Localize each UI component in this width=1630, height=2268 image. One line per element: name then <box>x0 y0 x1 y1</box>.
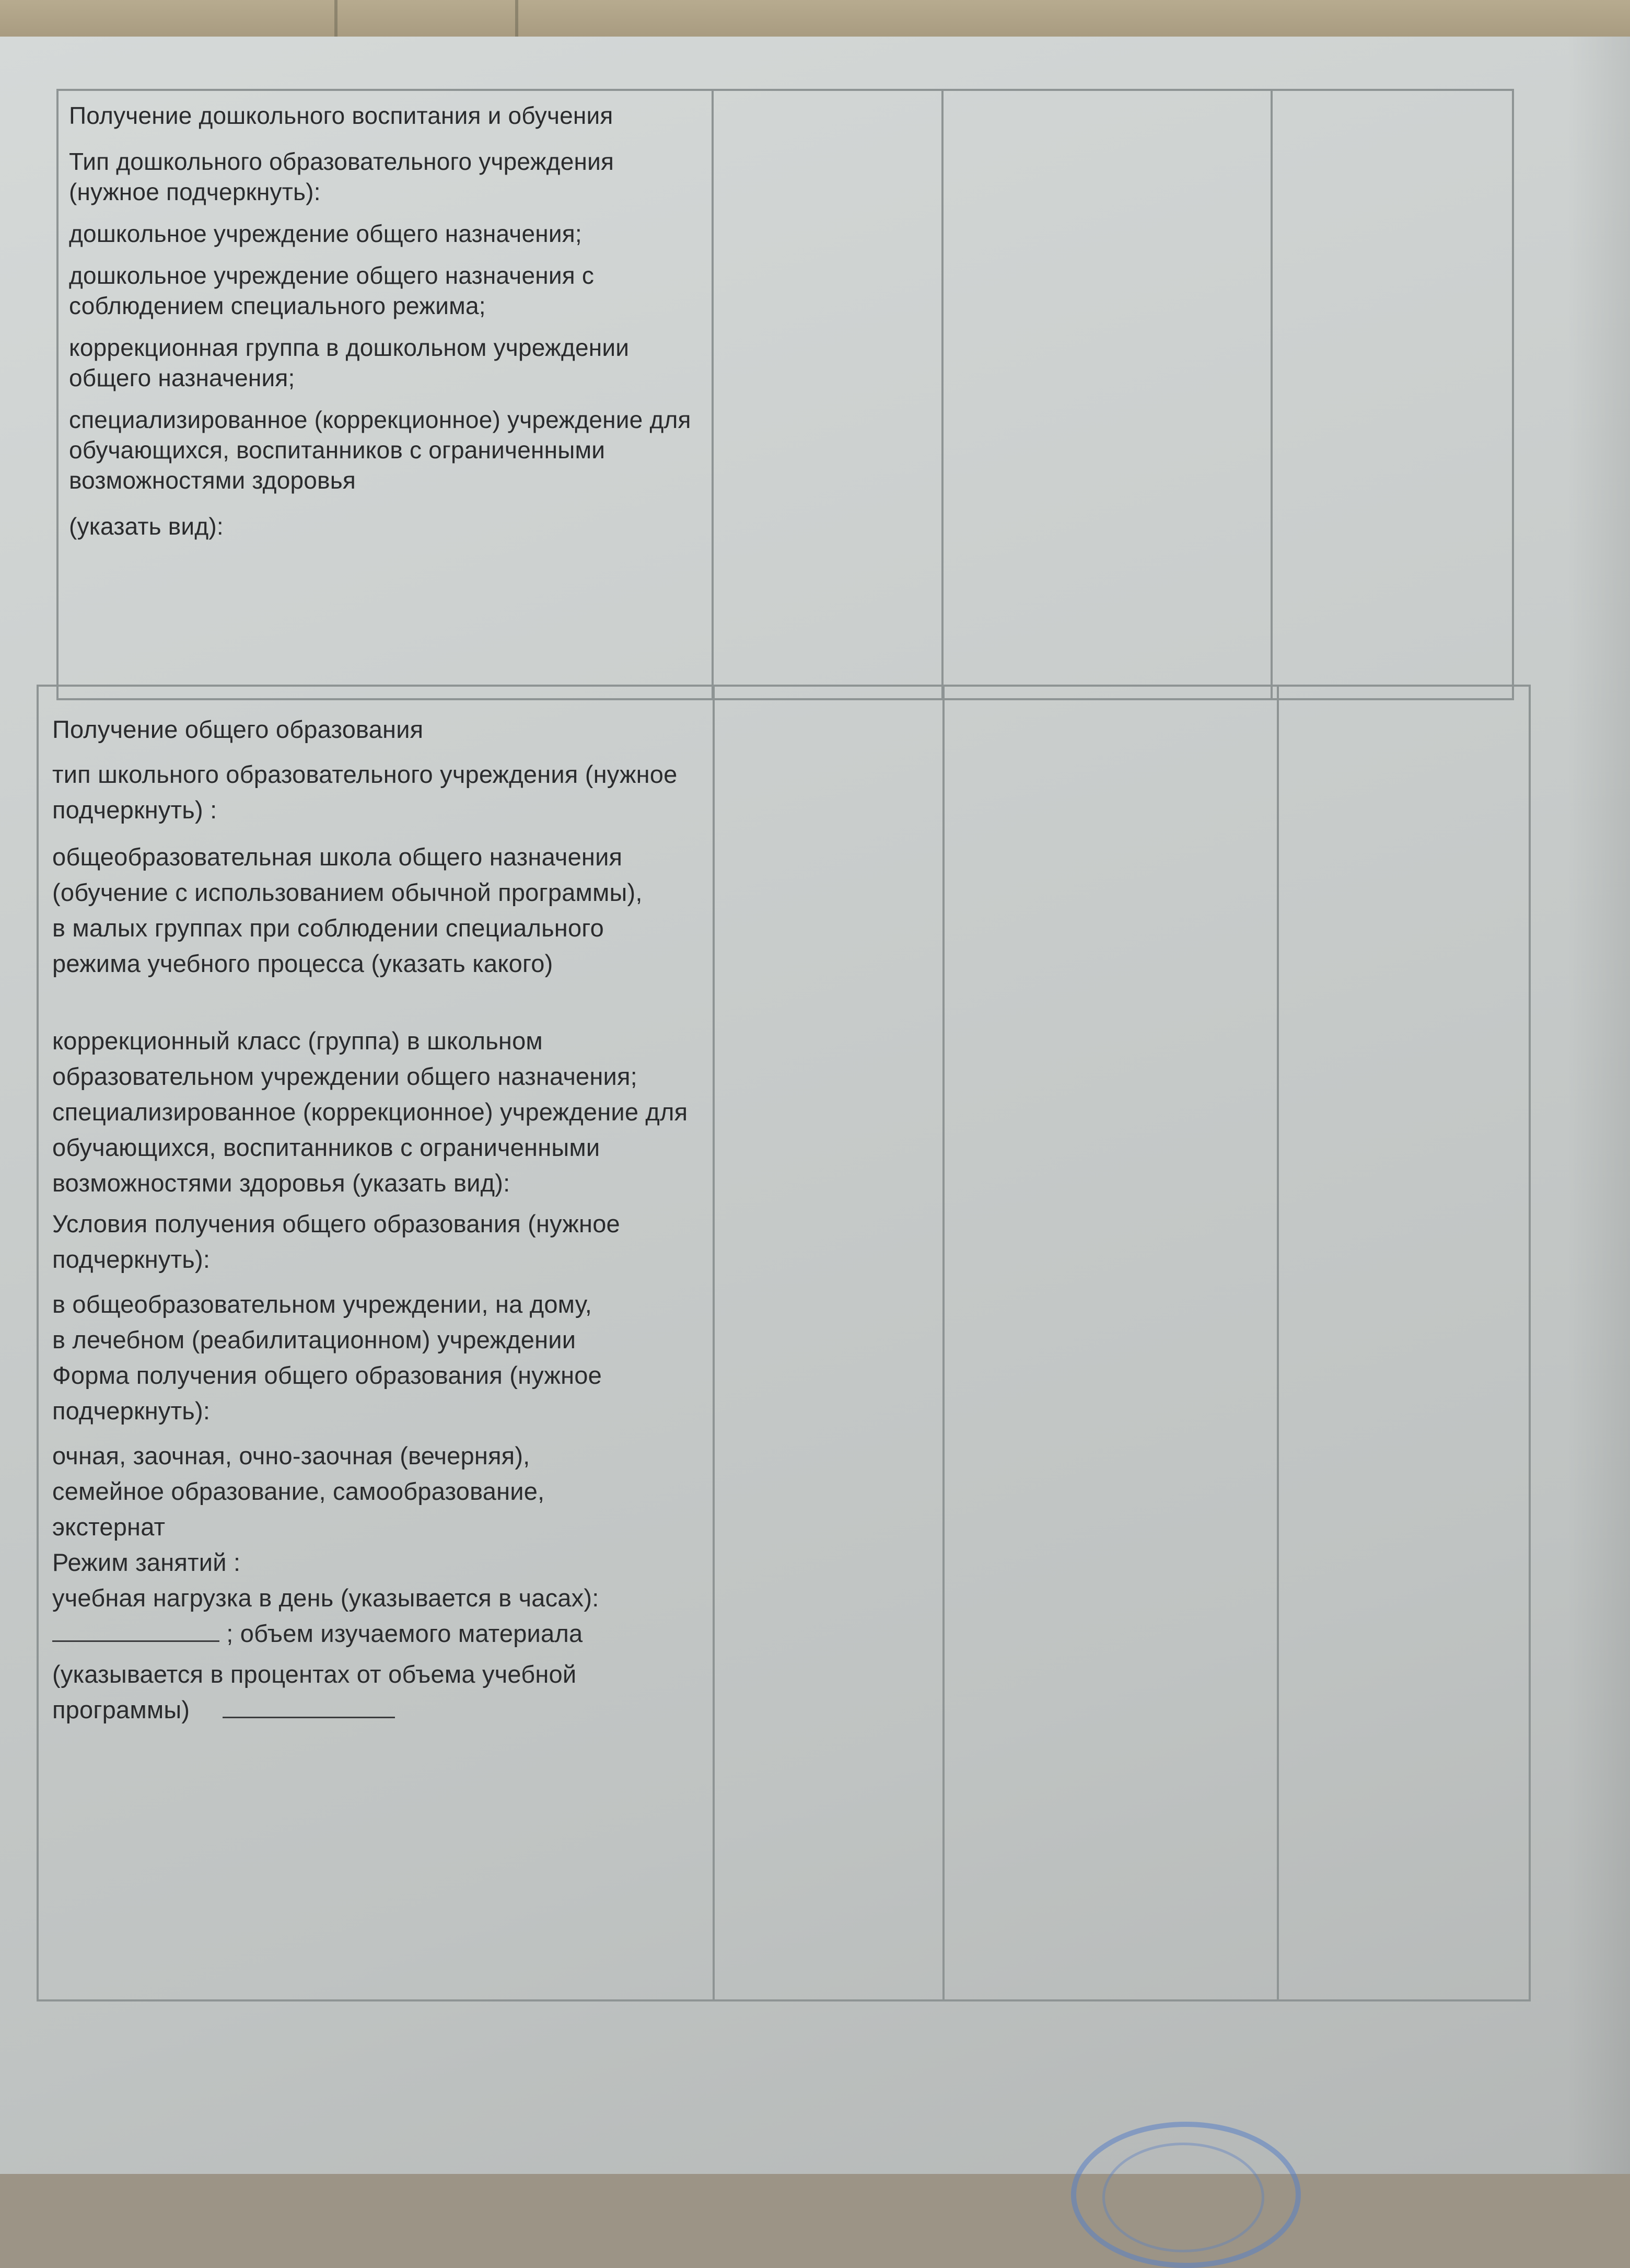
volume-percent-blank[interactable] <box>223 1696 395 1718</box>
school-volume-note: (указывается в процентах от объема учебной программы) <box>52 1660 577 1723</box>
school-conditions-line-2: в лечебном (реабилитационном) учреждении <box>52 1326 576 1353</box>
column-divider <box>713 687 715 1999</box>
school-conditions-label: Условия получения общего образования (нужное подчеркнуть): <box>52 1210 620 1273</box>
school-type-label: тип школьного образовательного учреждения (нужное подчеркнуть) : <box>52 760 678 824</box>
sheet-shadow <box>1567 37 1630 2174</box>
preschool-option-4: специализированное (коррекционное) учреждение для обучающихся, воспитанников с ограниченными возможностями здоровья <box>69 406 691 494</box>
preschool-option-1: дошкольное учреждение общего назначения; <box>69 220 582 247</box>
school-volume-row <box>52 1616 705 1651</box>
column-divider <box>1271 91 1273 698</box>
school-option-correctional: коррекционный класс (группа) в школьном образовательном учреждении общего назначения; специализированное (коррекционное) учреждение для обучающихся, воспитанников с ограниченными возможностями здоровья (указать вид): <box>52 1027 688 1197</box>
school-heading: Получение общего образования <box>52 715 424 743</box>
school-option-general: общеобразовательная школа общего назначения (обучение с использованием обычной программы), в малых группах при соблюдении специального режима учебного процесса (указать какого) <box>52 843 643 977</box>
preschool-heading: Получение дошкольного воспитания и обучения <box>69 102 613 129</box>
load-hours-blank[interactable] <box>52 1619 219 1642</box>
preschool-specify-label: (указать вид): <box>69 513 224 540</box>
school-volume-label: ; объем изучаемого материала <box>226 1619 583 1647</box>
school-schedule-label: Режим занятий : <box>52 1548 241 1576</box>
school-form-label: Форма получения общего образования (нужное подчеркнуть): <box>52 1361 602 1425</box>
column-divider <box>712 91 714 698</box>
school-load-label: учебная нагрузка в день (указывается в часах): <box>52 1584 599 1612</box>
preschool-option-3: коррекционная группа в дошкольном учреждении общего назначения; <box>69 334 630 391</box>
column-divider <box>942 687 945 1999</box>
preschool-option-2: дошкольное учреждение общего назначения с соблюдением специального режима; <box>69 262 595 319</box>
school-form-options: очная, заочная, очно-заочная (вечерняя), семейное образование, самообразование, экстернат <box>52 1442 545 1541</box>
stamp-seal-inner <box>1102 2143 1264 2252</box>
preschool-cell <box>69 100 701 541</box>
school-volume-note-row <box>52 1657 705 1728</box>
school-cell <box>52 712 705 1728</box>
school-section-table <box>37 685 1531 2001</box>
preschool-type-label: Тип дошкольного образовательного учреждения (нужное подчеркнуть): <box>69 148 614 205</box>
preschool-section-table <box>56 89 1514 700</box>
school-conditions-line-1: в общеобразовательном учреждении, на дому, <box>52 1290 592 1318</box>
column-divider <box>941 91 944 698</box>
column-divider <box>1277 687 1279 1999</box>
